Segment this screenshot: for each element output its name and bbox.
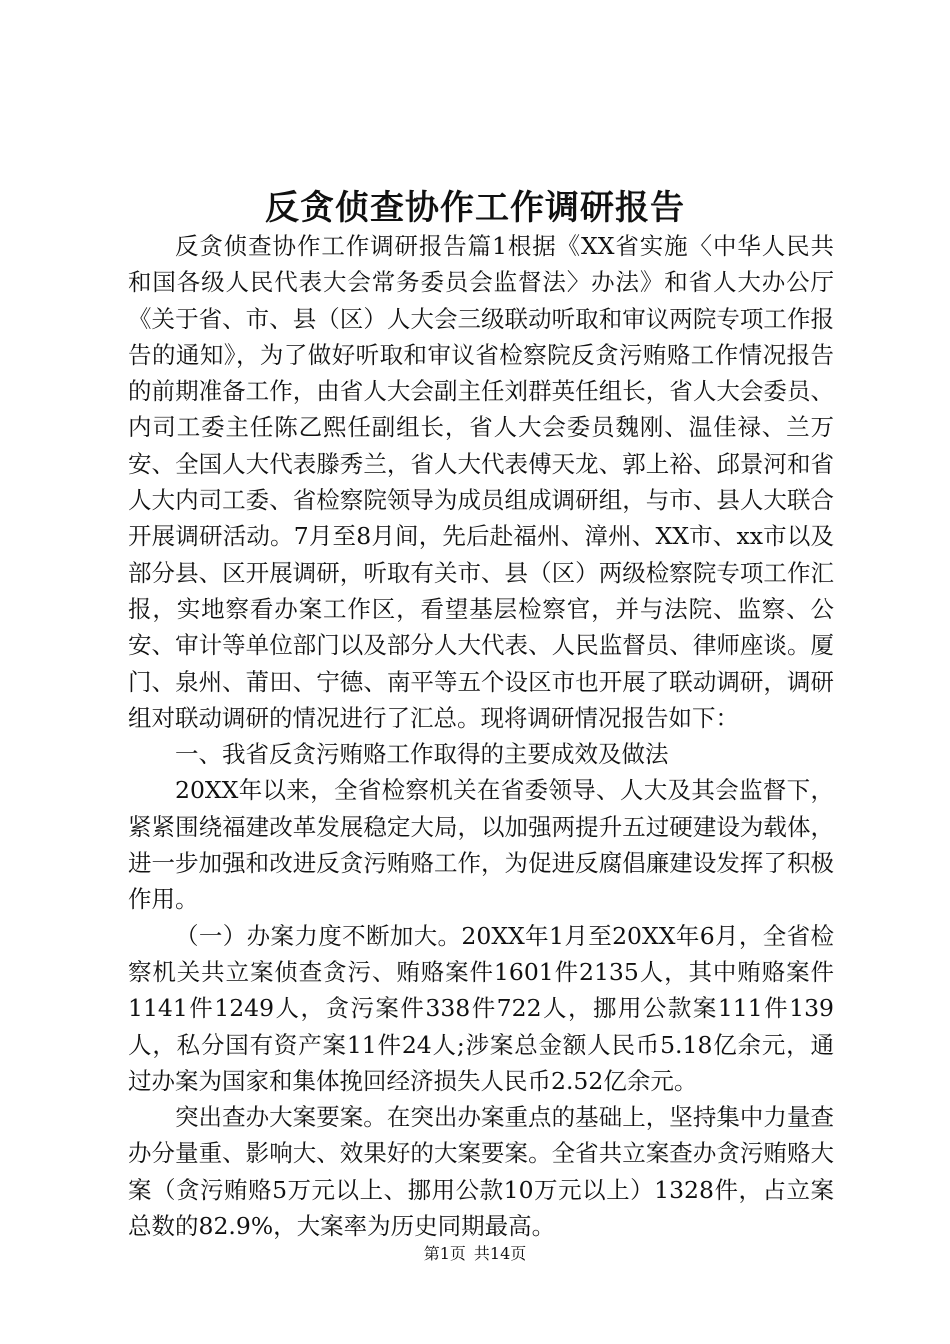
document-title: 反贪侦查协作工作调研报告 (265, 188, 685, 228)
paragraph-overview: 20XX年以来，全省检察机关在省委领导、人大及其会监督下，紧紧围绕福建改革发展稳定大局，以加强两提升五过硬建设为载体，进一步加强和改进反贪污贿赂工作，为促进反腐倡廉建设发挥了积极作用。 (128, 776, 834, 914)
page-number: 第1页 (423, 1244, 466, 1263)
page-total: 共14页 (473, 1244, 527, 1263)
paragraph-case-intensity: （一）办案力度不断加大。20XX年1月至20XX年6月，全省检察机关共立案侦查贪污、贿赂案件1601件2135人，其中贿赂案件1141件1249人，贪污案件338件722人，挪用公款案111件139人，私分国有资产案11件24人;涉案总金额人民币5.18亿余元，通过办案为国家和集体挽回经济损失人民币2.52亿余元。 (128, 921, 834, 1095)
document-body (128, 228, 834, 1244)
page-footer (0, 1242, 950, 1266)
paragraph-intro: 反贪侦查协作工作调研报告篇1根据《XX省实施〈中华人民共和国各级人民代表大会常务委员会监督法〉办法》和省人大办公厅《关于省、市、县（区）人大会三级联动听取和审议两院专项工作报告的通知》，为了做好听取和审议省检察院反贪污贿赂工作情况报告的前期准备工作，由省人大会副主任刘群英任组长，省人大会委员、内司工委主任陈乙熙任副组长，省人大会委员魏刚、温佳禄、兰万安、全国人大代表滕秀兰，省人大代表傅天龙、郭上裕、邱景河和省人大内司工委、省检察院领导为成员组成调研组，与市、县人大联合开展调研活动。7月至8月间，先后赴福州、漳州、XX市、xx市以及部分县、区开展调研，听取有关市、县（区）两级检察院专项工作汇报，实地察看办案工作区，看望基层检察官，并与法院、监察、公安、审计等单位部门以及部分人大代表、人民监督员、律师座谈。厦门、泉州、莆田、宁德、南平等五个设区市也开展了联动调研，调研组对联动调研的情况进行了汇总。现将调研情况报告如下： (128, 232, 834, 732)
paragraph-major-cases: 突出查办大案要案。在突出办案重点的基础上，坚持集中力量查办分量重、影响大、效果好的大案要案。全省共立案查办贪污贿赂大案（贪污贿赂5万元以上、挪用公款10万元以上）1328件，占立案总数的82.9%，大案率为历史同期最高。 (128, 1103, 834, 1241)
section-heading-1: 一、我省反贪污贿赂工作取得的主要成效及做法 (175, 740, 669, 769)
